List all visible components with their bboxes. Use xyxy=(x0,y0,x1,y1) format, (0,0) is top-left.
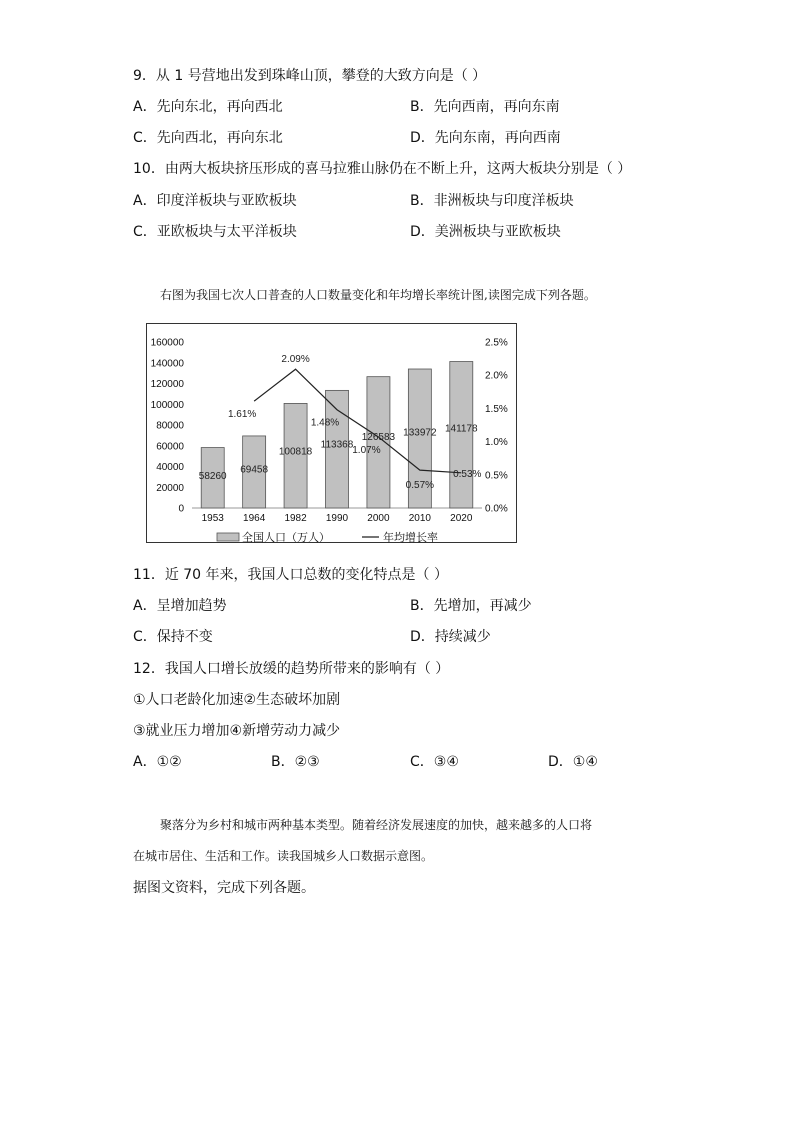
q12-option-a: A．①② xyxy=(133,754,182,770)
q9-option-c: C．先向西北，再向东北 xyxy=(133,130,283,146)
legend-bar-swatch xyxy=(217,533,239,541)
line-data-label: 1.61% xyxy=(227,409,257,421)
line-data-label: 1.07% xyxy=(352,444,381,456)
bar-data-label: 58260 xyxy=(198,470,227,482)
q10-option-b: B．非洲板块与印度洋板块 xyxy=(410,193,574,209)
x-tick-label: 2010 xyxy=(408,513,431,524)
chart-intro: 右图为我国七次人口普查的人口数量变化和年均增长率统计图,读图完成下列各题。 xyxy=(160,288,596,302)
q11-stem: 11．近 70 年来，我国人口总数的变化特点是（ ） xyxy=(133,567,448,583)
legend-line-label: 年均增长率 xyxy=(383,531,438,544)
y-tick-label: 140000 xyxy=(150,358,184,370)
y2-tick-label: 2.0% xyxy=(485,370,508,382)
y-tick-label: 80000 xyxy=(156,420,184,432)
settlement-intro-line2: 在城市居住、生活和工作。读我国城乡人口数据示意图。 xyxy=(133,849,434,863)
q10-option-d: D．美洲板块与亚欧板块 xyxy=(410,224,561,240)
q10-stem: 10．由两大板块挤压形成的喜马拉雅山脉仍在不断上升，这两大板块分别是（ ） xyxy=(133,161,632,177)
q12-option-d: D．①④ xyxy=(548,754,598,770)
q9-option-a: A．先向东北，再向西北 xyxy=(133,99,283,115)
bar-data-label: 133972 xyxy=(403,427,437,439)
population-bar xyxy=(450,362,473,508)
bar-data-label: 100818 xyxy=(278,446,313,458)
settlement-instruction: 据图文资料，完成下列各题。 xyxy=(133,880,315,896)
x-tick-label: 2020 xyxy=(450,513,473,524)
q9-option-b: B．先向西南，再向东南 xyxy=(410,99,560,115)
q10-option-c: C．亚欧板块与太平洋板块 xyxy=(133,224,297,240)
q12-stem: 12．我国人口增长放缓的趋势所带来的影响有（ ） xyxy=(133,661,450,677)
line-data-label: 2.09% xyxy=(281,354,310,366)
q11-option-a: A．呈增加趋势 xyxy=(133,598,227,614)
x-tick-label: 1982 xyxy=(284,513,307,524)
q12-option-c: C．③④ xyxy=(410,754,459,770)
y2-tick-label: 2.5% xyxy=(485,337,508,349)
y2-tick-label: 0.0% xyxy=(485,503,508,515)
y-tick-label: 160000 xyxy=(150,337,184,349)
q9-option-d: D．先向东南，再向西南 xyxy=(410,130,561,146)
q9-stem: 9．从 1 号营地出发到珠峰山顶，攀登的大致方向是（ ） xyxy=(133,68,487,84)
legend-bar-label: 全国人口（万人） xyxy=(242,531,330,544)
q11-option-d: D．持续减少 xyxy=(410,629,491,645)
y-tick-label: 100000 xyxy=(150,399,184,411)
population-chart xyxy=(146,323,517,543)
y-tick-label: 120000 xyxy=(150,379,184,390)
line-data-label: 0.53% xyxy=(453,468,482,480)
settlement-intro-line1: 聚落分为乡村和城市两种基本类型。随着经济发展速度的加快，越来越多的人口将 xyxy=(160,818,593,832)
bar-data-label: 69458 xyxy=(240,464,269,476)
y2-tick-label: 0.5% xyxy=(485,470,508,482)
bar-data-label: 113368 xyxy=(320,439,354,451)
q12-statement-2: ③就业压力增加④新增劳动力减少 xyxy=(133,723,341,739)
q10-option-a: A．印度洋板块与亚欧板块 xyxy=(133,193,297,209)
q12-statement-1: ①人口老龄化加速②生态破坏加剧 xyxy=(133,692,341,708)
y2-tick-label: 1.5% xyxy=(485,403,508,415)
q11-option-b: B．先增加，再减少 xyxy=(410,598,532,614)
x-tick-label: 1990 xyxy=(325,513,349,524)
line-data-label: 1.48% xyxy=(310,417,340,429)
x-tick-label: 2000 xyxy=(367,513,390,524)
q12-option-b: B．②③ xyxy=(271,754,320,770)
y-tick-label: 20000 xyxy=(156,482,184,494)
x-tick-label: 1964 xyxy=(243,513,266,524)
population-chart-svg xyxy=(147,324,518,544)
x-tick-label: 1953 xyxy=(201,513,224,524)
y-tick-label: 60000 xyxy=(156,441,184,453)
y-tick-label: 0 xyxy=(178,503,184,515)
bar-data-label: 141178 xyxy=(444,423,478,435)
y-tick-label: 40000 xyxy=(156,462,184,473)
q11-option-c: C．保持不变 xyxy=(133,629,213,645)
bar-data-label: 126583 xyxy=(361,431,396,443)
y2-tick-label: 1.0% xyxy=(485,437,508,449)
line-data-label: 0.57% xyxy=(405,480,435,492)
